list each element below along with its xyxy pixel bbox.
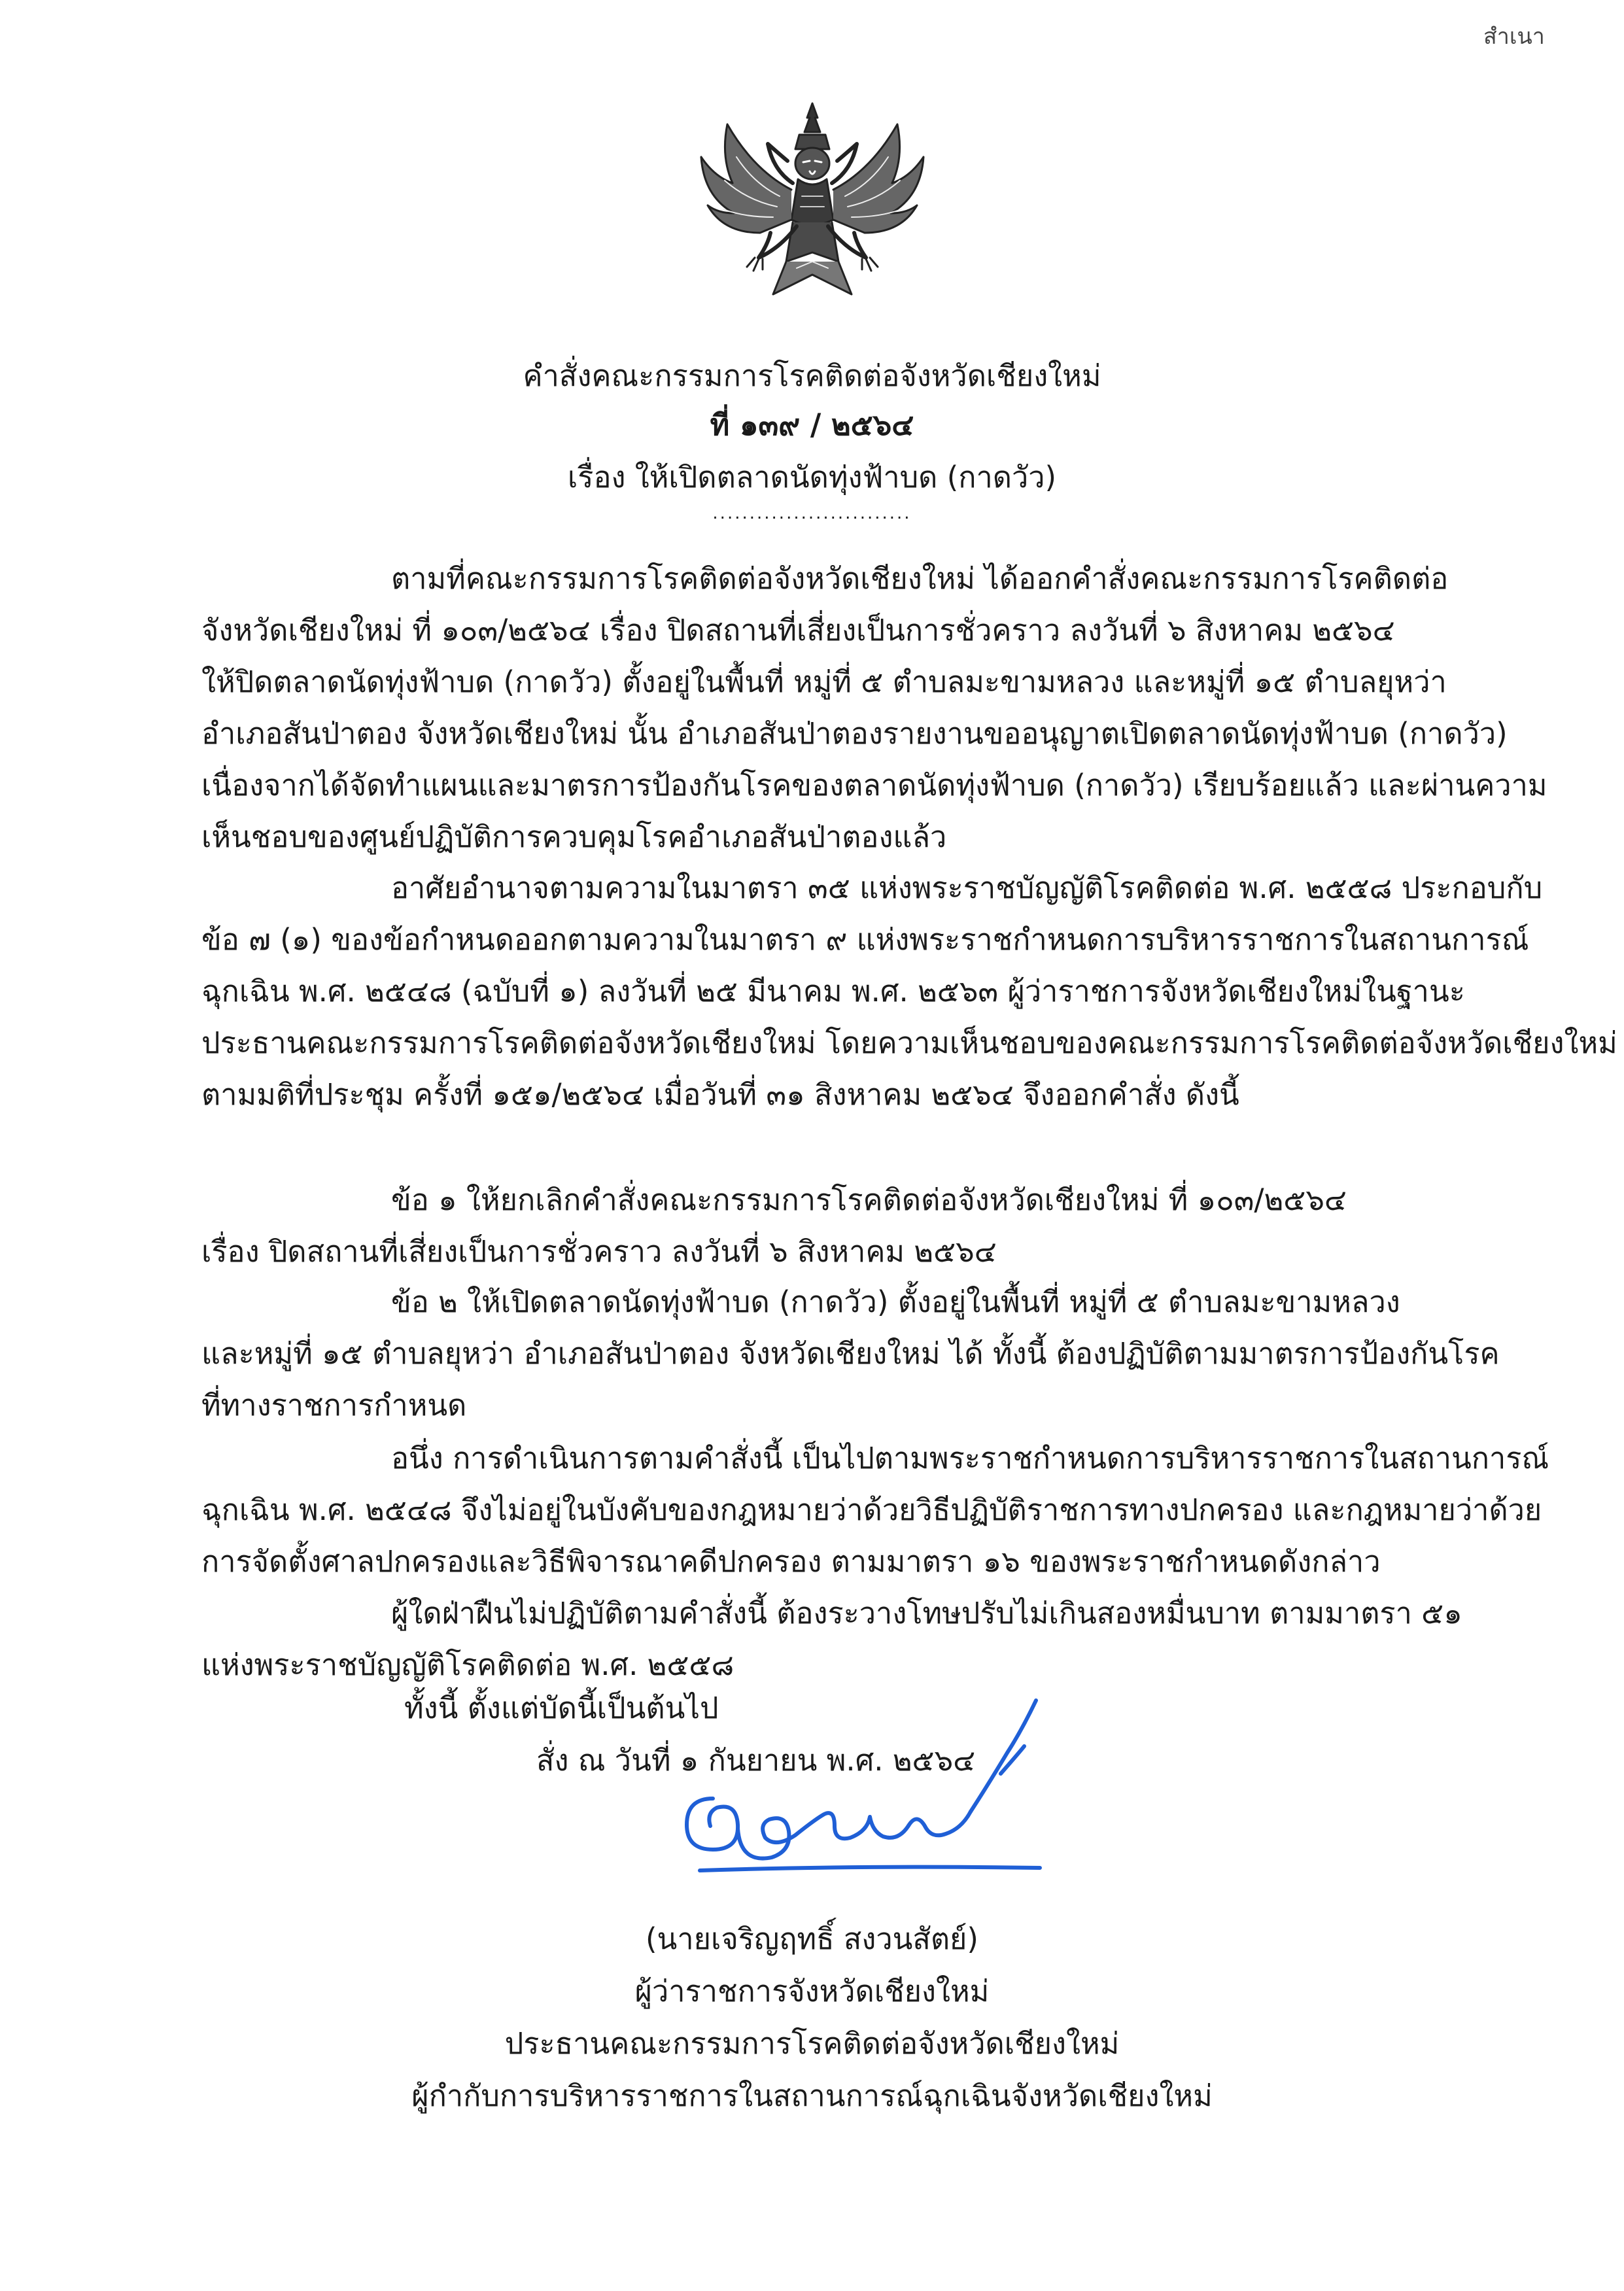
order-issuer: คำสั่งคณะกรรมการโรคติดต่อจังหวัดเชียงใหม่	[523, 358, 1101, 393]
paragraph-line: ผู้ใดฝ่าฝืนไม่ปฏิบัติตามคำสั่งนี้ ต้องระวางโทษปรับไม่เกินสองหมื่นบาท ตามมาตรา ๕๑	[391, 1596, 1462, 1630]
paragraph-line: ข้อ ๒ ให้เปิดตลาดนัดทุ่งฟ้าบด (กาดวัว) ตั้งอยู่ในพื้นที่ หมู่ที่ ๕ ตำบลมะขามหลวง	[391, 1284, 1400, 1319]
separator: ...........................	[712, 504, 912, 523]
paragraph-line: เนื่องจากได้จัดทำแผนและมาตรการป้องกันโรคของตลาดนัดทุ่งฟ้าบด (กาดวัว) เรียบร้อยแล้ว และผ่านความ	[201, 768, 1547, 802]
signatory-position: ผู้กำกับการบริหารราชการในสถานการณ์ฉุกเฉินจังหวัดเชียงใหม่	[411, 2078, 1213, 2113]
closing-statement: ทั้งนี้ ตั้งแต่บัดนี้เป็นต้นไป	[404, 1691, 719, 1725]
order-number: ที่ ๑๓๙ / ๒๕๖๔	[710, 407, 914, 442]
signatory-position: ผู้ว่าราชการจังหวัดเชียงใหม่	[634, 1974, 990, 2008]
signature-icon	[661, 1674, 1060, 1884]
signatory-name: (นายเจริญฤทธิ์ สงวนสัตย์)	[646, 1921, 978, 1956]
garuda-emblem-icon	[682, 98, 943, 306]
corner-mark: สำเนา	[1483, 24, 1545, 50]
signatory-position: ประธานคณะกรรมการโรคติดต่อจังหวัดเชียงใหม่	[504, 2026, 1120, 2061]
paragraph-line: ฉุกเฉิน พ.ศ. ๒๕๔๘ (ฉบับที่ ๑) ลงวันที่ ๒๕ มีนาคม พ.ศ. ๒๕๖๓ ผู้ว่าราชการจังหวัดเชียงใหม่ในฐานะ	[201, 974, 1465, 1008]
paragraph-clause-2	[201, 1276, 1500, 1431]
paragraph-line: ตามมติที่ประชุม ครั้งที่ ๑๕๑/๒๕๖๔ เมื่อวันที่ ๓๑ สิงหาคม ๒๕๖๔ จึงออกคำสั่ง ดังนี้	[201, 1077, 1239, 1112]
order-date: สั่ง ณ วันที่ ๑ กันยายน พ.ศ. ๒๕๖๔	[536, 1743, 976, 1778]
paragraph-line: เห็นชอบของศูนย์ปฏิบัติการควบคุมโรคอำเภอสันป่าตองแล้ว	[201, 819, 947, 854]
paragraph-line: อนึ่ง การดำเนินการตามคำสั่งนี้ เป็นไปตามพระราชกำหนดการบริหารราชการในสถานการณ์	[391, 1441, 1549, 1475]
paragraph-line: จังหวัดเชียงใหม่ ที่ ๑๐๓/๒๕๖๔ เรื่อง ปิดสถานที่เสี่ยงเป็นการชั่วคราว ลงวันที่ ๖ สิงหาคม ๒๕๖๔	[201, 613, 1395, 647]
paragraph-line: อาศัยอำนาจตามความในมาตรา ๓๕ แห่งพระราชบัญญัติโรคติดต่อ พ.ศ. ๒๕๕๘ ประกอบกับ	[391, 870, 1543, 905]
paragraph-line: ข้อ ๑ ให้ยกเลิกคำสั่งคณะกรรมการโรคติดต่อจังหวัดเชียงใหม่ ที่ ๑๐๓/๒๕๖๔	[391, 1182, 1347, 1217]
paragraph-line: การจัดตั้งศาลปกครองและวิธีพิจารณาคดีปกครอง ตามมาตรา ๑๖ ของพระราชกำหนดดังกล่าว	[201, 1544, 1381, 1579]
paragraph-line: อำเภอสันป่าตอง จังหวัดเชียงใหม่ นั้น อำเภอสันป่าตองรายงานขออนุญาตเปิดตลาดนัดทุ่งฟ้าบด (กาดวัว)	[201, 716, 1508, 751]
paragraph-line: ให้ปิดตลาดนัดทุ่งฟ้าบด (กาดวัว) ตั้งอยู่ในพื้นที่ หมู่ที่ ๕ ตำบลมะขามหลวง และหมู่ที่ ๑๕ ตำบลยุหว่า	[201, 664, 1447, 699]
paragraph-line: ประธานคณะกรรมการโรคติดต่อจังหวัดเชียงใหม่ โดยความเห็นชอบของคณะกรรมการโรคติดต่อจังหวัดเชียงใหม่	[201, 1025, 1617, 1060]
paragraph-clause-1	[201, 1174, 1431, 1277]
paragraph-line: ฉุกเฉิน พ.ศ. ๒๕๔๘ จึงไม่อยู่ในบังคับของกฎหมายว่าด้วยวิธีปฏิบัติราชการทางปกครอง และกฎหมายว่าด้วย	[201, 1492, 1542, 1527]
paragraph-line: ที่ทางราชการกำหนด	[201, 1388, 467, 1422]
paragraph-legal-note	[201, 1432, 1549, 1587]
paragraph-line: แห่งพระราชบัญญัติโรคติดต่อ พ.ศ. ๒๕๕๘	[201, 1647, 734, 1682]
paragraph-line: ตามที่คณะกรรมการโรคติดต่อจังหวัดเชียงใหม่ ได้ออกคำสั่งคณะกรรมการโรคติดต่อ	[391, 561, 1449, 596]
paragraph-line: และหมู่ที่ ๑๕ ตำบลยุหว่า อำเภอสันป่าตอง จังหวัดเชียงใหม่ ได้ ทั้งนี้ ต้องปฏิบัติตามมาตรการป้องกันโรค	[201, 1336, 1500, 1371]
order-subject: เรื่อง ให้เปิดตลาดนัดทุ่งฟ้าบด (กาดวัว)	[567, 460, 1057, 494]
paragraph-authority	[201, 862, 1617, 1120]
paragraph-line: ข้อ ๗ (๑) ของข้อกำหนดออกตามความในมาตรา ๙ แห่งพระราชกำหนดการบริหารราชการในสถานการณ์	[201, 922, 1529, 957]
paragraph-line: เรื่อง ปิดสถานที่เสี่ยงเป็นการชั่วคราว ลงวันที่ ๖ สิงหาคม ๒๕๖๔	[201, 1234, 997, 1269]
paragraph-background	[201, 553, 1547, 863]
